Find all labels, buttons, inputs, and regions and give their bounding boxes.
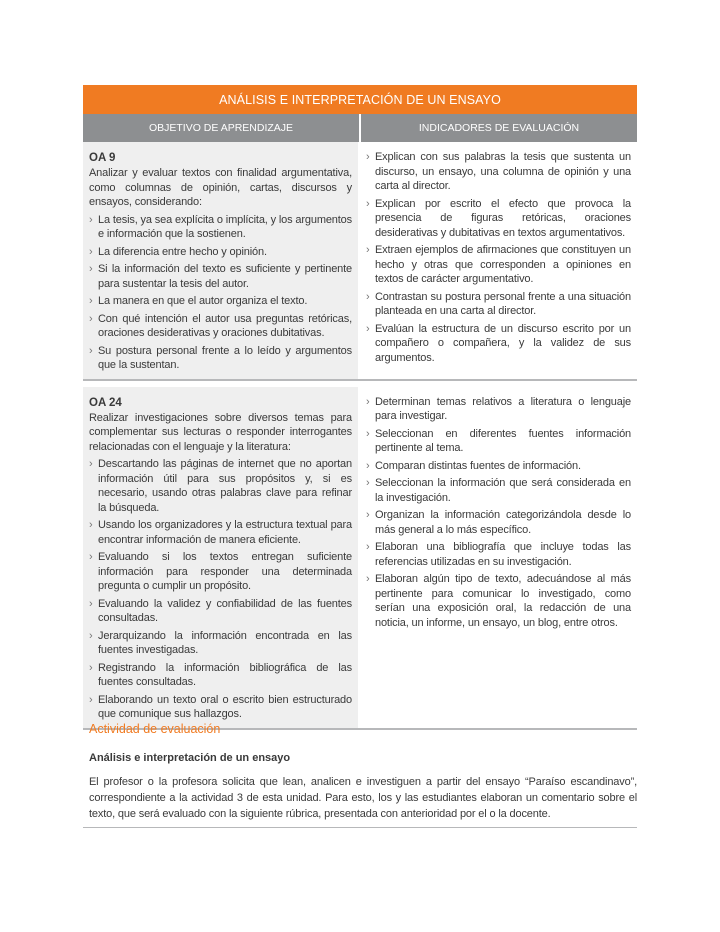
indicator-bullet: › Seleccionan la información que será considerada en la investigación. (366, 476, 631, 505)
column-header-indicators: INDICADORES DE EVALUACIÓN (418, 122, 580, 134)
objective-bullet: › Registrando la información bibliográfica de las fuentes consultadas. (89, 661, 352, 690)
evaluation-activity (89, 720, 637, 822)
objective-bullet: › Descartando las páginas de internet que no aportan información útil para sus propósitos y, si es necesario, usando otras palabras clave para refinar la búsqueda. (89, 457, 352, 515)
indicator-bullet: › Determinan temas relativos a literatura o lenguaje para investigar. (366, 395, 631, 424)
column-header-objective: OBJETIVO DE APRENDIZAJE (83, 114, 361, 142)
divider (83, 827, 637, 828)
indicator-bullet: › Explican por escrito el efecto que provoca la presencia de figuras retóricas, oraciones desiderativas y dubitativas en textos argumentativos. (366, 197, 631, 241)
table-row (83, 387, 637, 730)
table-header (83, 114, 637, 142)
objective-bullet: › Con qué intención el autor usa preguntas retóricas, oraciones desiderativas y oraciones dubitativas. (89, 312, 352, 341)
indicator-bullet: › Evalúan la estructura de un discurso escrito por un compañero o compañera, y la validez de sus argumentos. (366, 322, 631, 366)
table-row (83, 142, 637, 381)
activity-heading: Actividad de evaluación (89, 722, 221, 736)
objective-cell (83, 387, 358, 728)
indicator-bullet: › Organizan la información categorizándola desde lo más general a lo más específico. (366, 508, 631, 537)
objective-bullet: › Su postura personal frente a lo leído y argumentos que la sustentan. (89, 344, 352, 373)
objective-bullet: › La diferencia entre hecho y opinión. (89, 245, 352, 260)
objective-bullet: › Usando los organizadores y la estructura textual para encontrar información de manera eficiente. (89, 518, 352, 547)
objective-bullet: › Si la información del texto es suficiente y pertinente para sustentar la tesis del autor. (89, 262, 352, 291)
indicator-bullet: › Elaboran una bibliografía que incluye todas las referencias utilizadas en su investigación. (366, 540, 631, 569)
objective-bullet: › Elaborando un texto oral o escrito bien estructurado que comunique sus hallazgos. (89, 693, 352, 722)
objective-bullet: › La tesis, ya sea explícita o implícita, y los argumentos e información que la sostienen. (89, 213, 352, 242)
indicator-bullet: › Extraen ejemplos de afirmaciones que constituyen un hecho y otras que corresponden a opiniones en textos de carácter argumentativo. (366, 243, 631, 287)
indicator-bullet: › Contrastan su postura personal frente a una situación planteada en una carta al director. (366, 290, 631, 319)
objective-intro: Analizar y evaluar textos con finalidad argumentativa, como columnas de opinión, cartas, discursos y ensayos, considerando: (89, 167, 352, 208)
activity-subtitle: Análisis e interpretación de un ensayo (89, 752, 291, 764)
indicator-bullet: › Explican con sus palabras la tesis que sustenta un discurso, un ensayo, una columna de opinión y una carta al director. (366, 150, 631, 194)
objective-cell (83, 142, 358, 379)
objective-bullet: › Evaluando si los textos entregan suficiente información para responder una determinada pregunta o cumplir un propósito. (89, 550, 352, 594)
activity-body: El profesor o la profesora solicita que lean, analicen e investiguen a partir del ensayo “Paraíso escandinavo”, correspondiente a la actividad 3 de esta unidad. Para esto, los y las estudiantes elaboran un comentario sobre el texto, que será evaluado con la siguiente rúbrica, presentada con anterioridad por el o la docente. (89, 776, 637, 820)
indicator-bullet: › Elaboran algún tipo de texto, adecuándose al más pertinente para comunicar lo investigado, como serían una exposición oral, la redacción de una noticia, un informe, un ensayo, un blog, entre otros. (366, 572, 631, 630)
indicators-cell (358, 387, 637, 728)
objective-code: OA 24 (89, 396, 122, 409)
objective-bullet: › Evaluando la validez y confiabilidad de las fuentes consultadas. (89, 597, 352, 626)
objective-code: OA 9 (89, 152, 116, 164)
objective-bullet: › La manera en que el autor organiza el texto. (89, 294, 352, 309)
assessment-table (83, 85, 637, 730)
indicator-bullet: › Seleccionan en diferentes fuentes información pertinente al tema. (366, 427, 631, 456)
indicator-bullet: › Comparan distintas fuentes de información. (366, 459, 631, 474)
table-title: ANÁLISIS E INTERPRETACIÓN DE UN ENSAYO (83, 85, 637, 114)
indicators-cell (358, 142, 637, 379)
objective-intro: Realizar investigaciones sobre diversos temas para complementar sus lecturas o responder interrogantes relacionadas con el lenguaje y la literatura: (89, 411, 352, 453)
objective-bullet: › Jerarquizando la información encontrada en las fuentes investigadas. (89, 629, 352, 658)
